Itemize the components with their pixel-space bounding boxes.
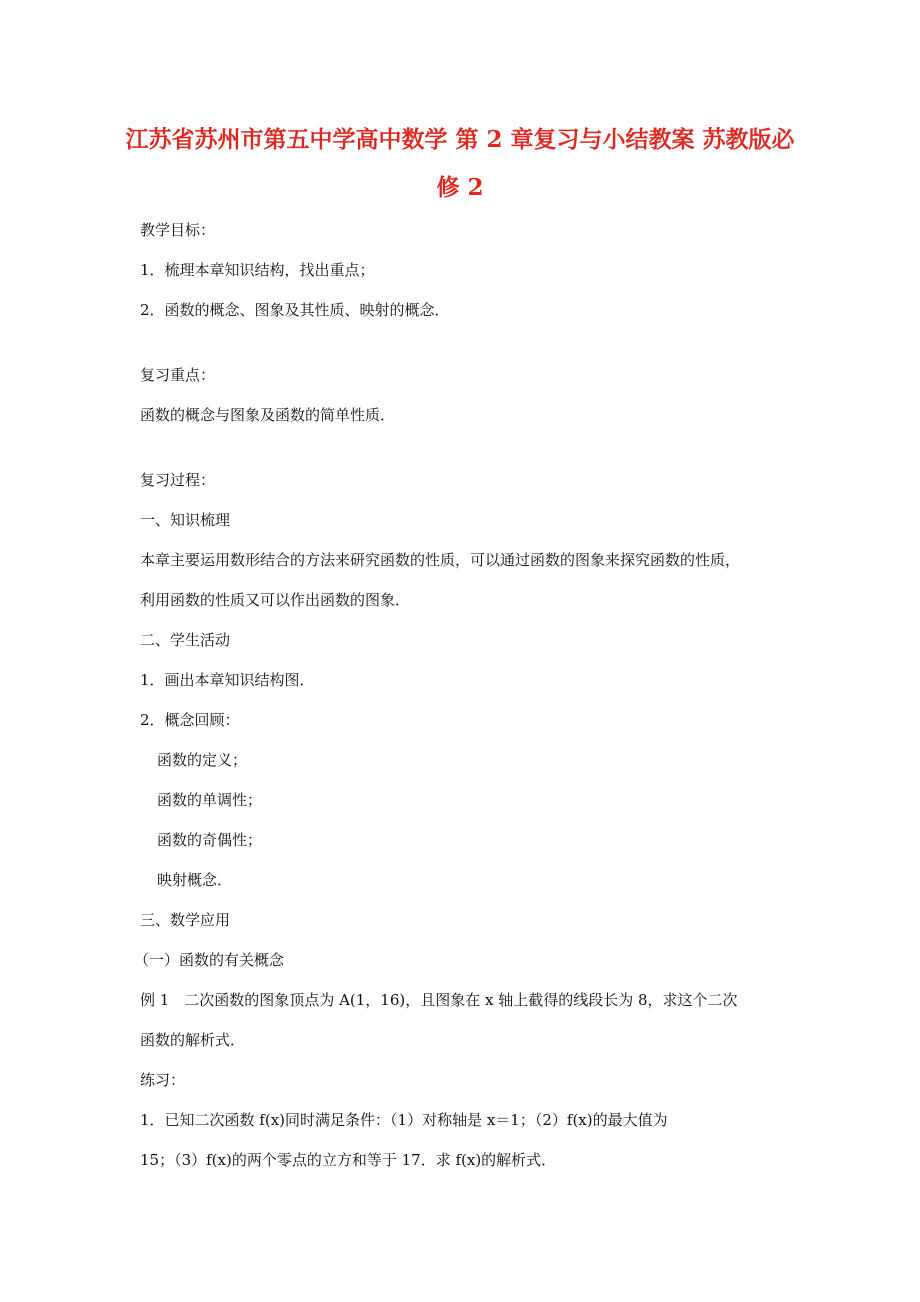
exercise-1-line-2: 15；（3）f(x)的两个零点的立方和等于 17．求 f(x)的解析式．	[140, 1151, 557, 1169]
paragraph-line-2: 利用函数的性质又可以作出函数的图象．	[140, 591, 411, 609]
subsection-heading-applications: 三、数学应用	[140, 911, 231, 929]
activity-item-1: 1．画出本章知识结构图．	[140, 671, 315, 689]
activity-item-2: 2．概念回顾：	[140, 711, 240, 729]
section-heading-objectives: 教学目标：	[140, 221, 216, 239]
subsection-heading-knowledge: 一、知识梳理	[140, 511, 231, 529]
section-heading-key-points: 复习重点：	[140, 366, 216, 384]
example-1-line-2: 函数的解析式．	[140, 1031, 246, 1049]
objective-item-1: 1．梳理本章知识结构，找出重点；	[140, 261, 375, 279]
document-title-line-2: 修 2	[436, 174, 484, 201]
exercise-heading: 练习：	[140, 1071, 186, 1089]
objective-item-2: 2．函数的概念、图象及其性质、映射的概念．	[140, 301, 450, 319]
paragraph-line-1: 本章主要运用数形结合的方法来研究函数的性质，可以通过函数的图象来探究函数的性质，	[140, 551, 741, 569]
concept-item-mapping: 映射概念．	[157, 871, 233, 889]
section-heading-process: 复习过程：	[140, 471, 216, 489]
subsection-heading-function-concepts: （一）函数的有关概念	[134, 951, 285, 969]
example-1-line-1: 例 1 二次函数的图象顶点为 A(1，16)，且图象在 x 轴上截得的线段长为 8，求这个二次	[140, 991, 738, 1009]
key-points-text: 函数的概念与图象及函数的简单性质．	[140, 406, 396, 424]
concept-item-parity: 函数的奇偶性；	[157, 831, 263, 849]
concept-item-definition: 函数的定义；	[157, 751, 248, 769]
subsection-heading-activities: 二、学生活动	[140, 631, 231, 649]
exercise-1-line-1: 1．已知二次函数 f(x)同时满足条件：（1）对称轴是 x＝1；（2）f(x)的最大值为	[140, 1111, 668, 1129]
concept-item-monotonicity: 函数的单调性；	[157, 791, 263, 809]
document-title-line-1: 江苏省苏州市第五中学高中数学 第 2 章复习与小结教案 苏教版必	[125, 126, 795, 153]
